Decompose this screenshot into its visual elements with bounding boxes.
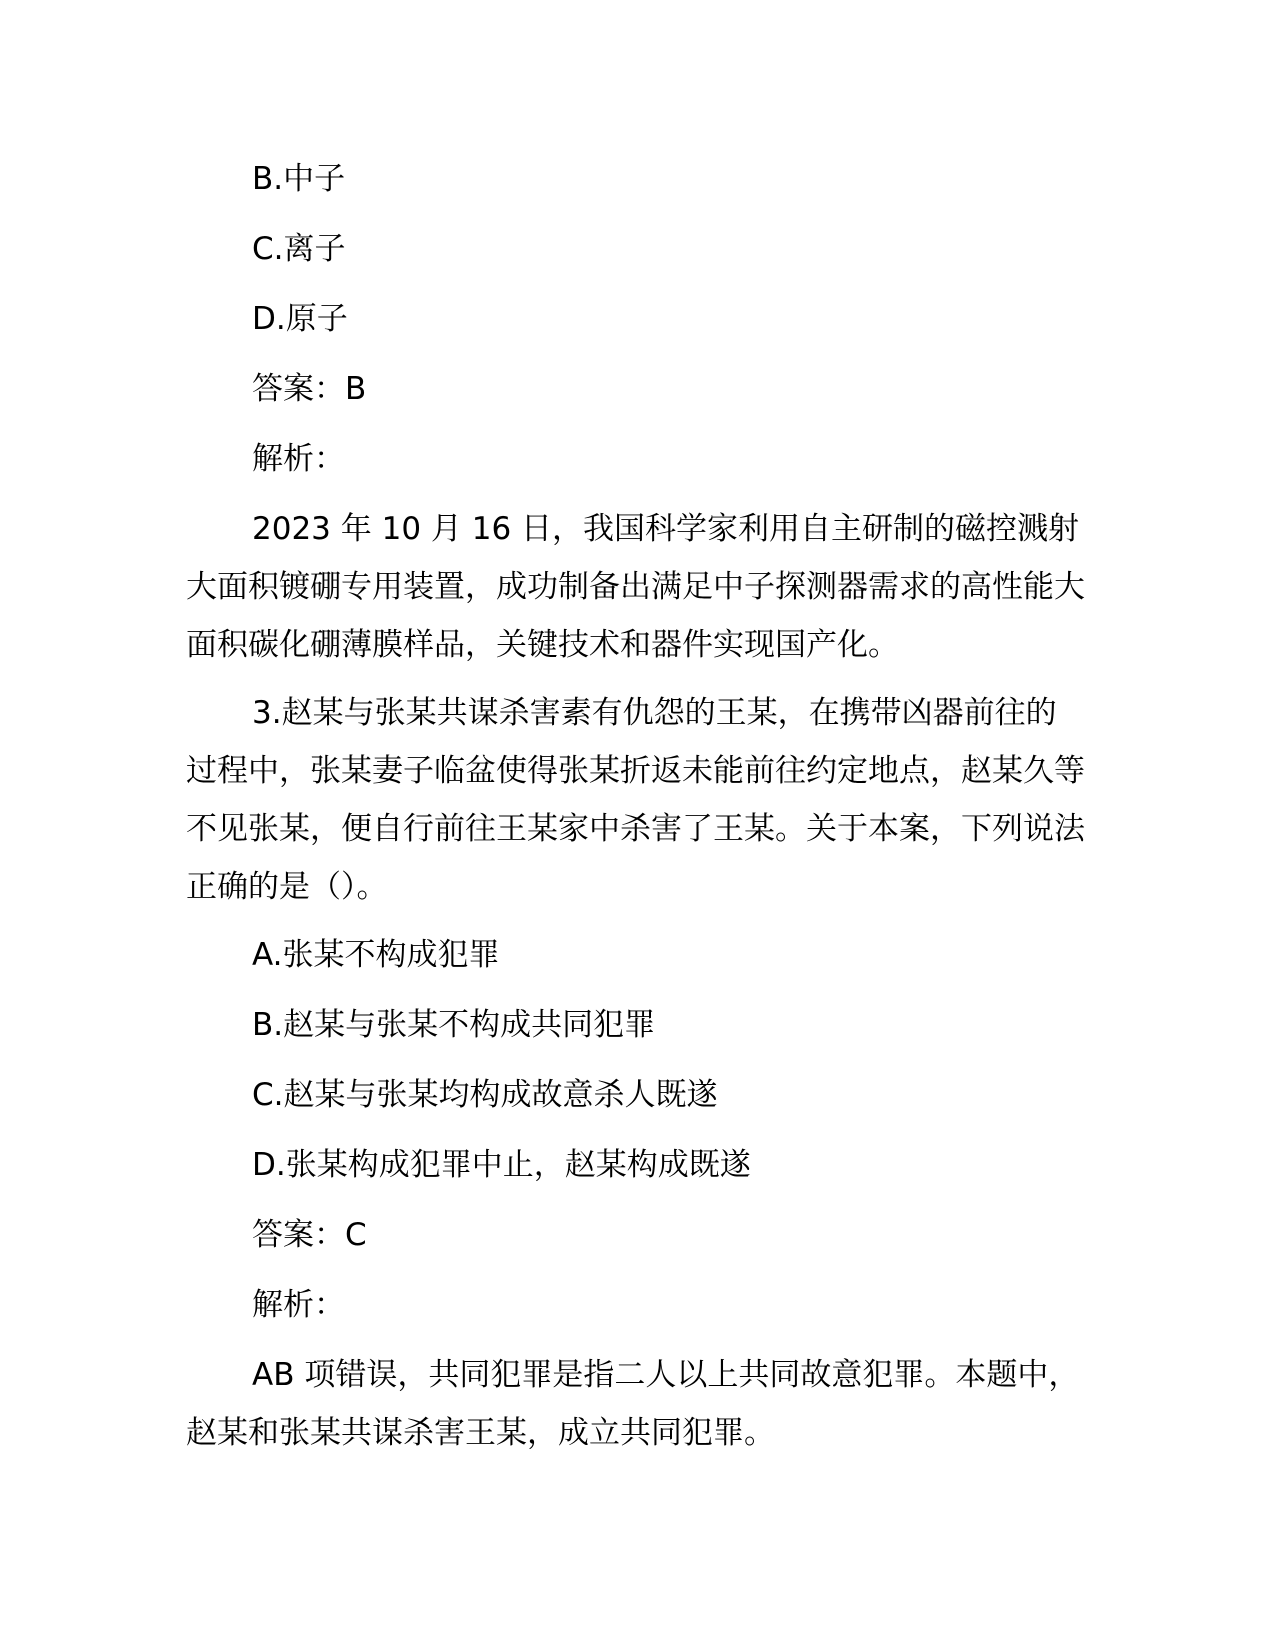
q3-option-a: A.张某不构成犯罪 bbox=[252, 937, 500, 973]
q3-analysis-text: AB 项错误，共同犯罪是指二人以上共同故意犯罪。本题中，赵某和张某共谋杀害王某，成立共同犯罪。 bbox=[186, 1357, 1080, 1451]
q3-stem: 3.赵某与张某共谋杀害素有仇怨的王某，在携带凶器前往的过程中，张某妻子临盆使得张某折返未能前往约定地点，赵某久等不见张某，便自行前往王某家中杀害了王某。关于本案，下列说法正确的是（）。 bbox=[186, 695, 1085, 905]
q3-analysis-label: 解析： bbox=[252, 1287, 345, 1323]
q2-option-d: D.原子 bbox=[252, 301, 348, 337]
q3-option-d: D.张某构成犯罪中止，赵某构成既遂 bbox=[252, 1147, 751, 1183]
q2-answer: 答案：B bbox=[252, 371, 367, 407]
q3-option-b: B.赵某与张某不构成共同犯罪 bbox=[252, 1007, 656, 1043]
q2-option-c: C.离子 bbox=[252, 231, 346, 267]
q2-analysis-text: 2023 年 10 月 16 日，我国科学家利用自主研制的磁控溅射大面积镀硼专用装置，成功制备出满足中子探测器需求的高性能大面积碳化硼薄膜样品，关键技术和器件实现国产化。 bbox=[186, 511, 1085, 663]
q3-answer: 答案：C bbox=[252, 1217, 367, 1253]
q3-option-c: C.赵某与张某均构成故意杀人既遂 bbox=[252, 1077, 718, 1113]
q2-option-b: B.中子 bbox=[252, 161, 346, 197]
document-page bbox=[186, 150, 1086, 1472]
q2-analysis-label: 解析： bbox=[252, 441, 345, 477]
